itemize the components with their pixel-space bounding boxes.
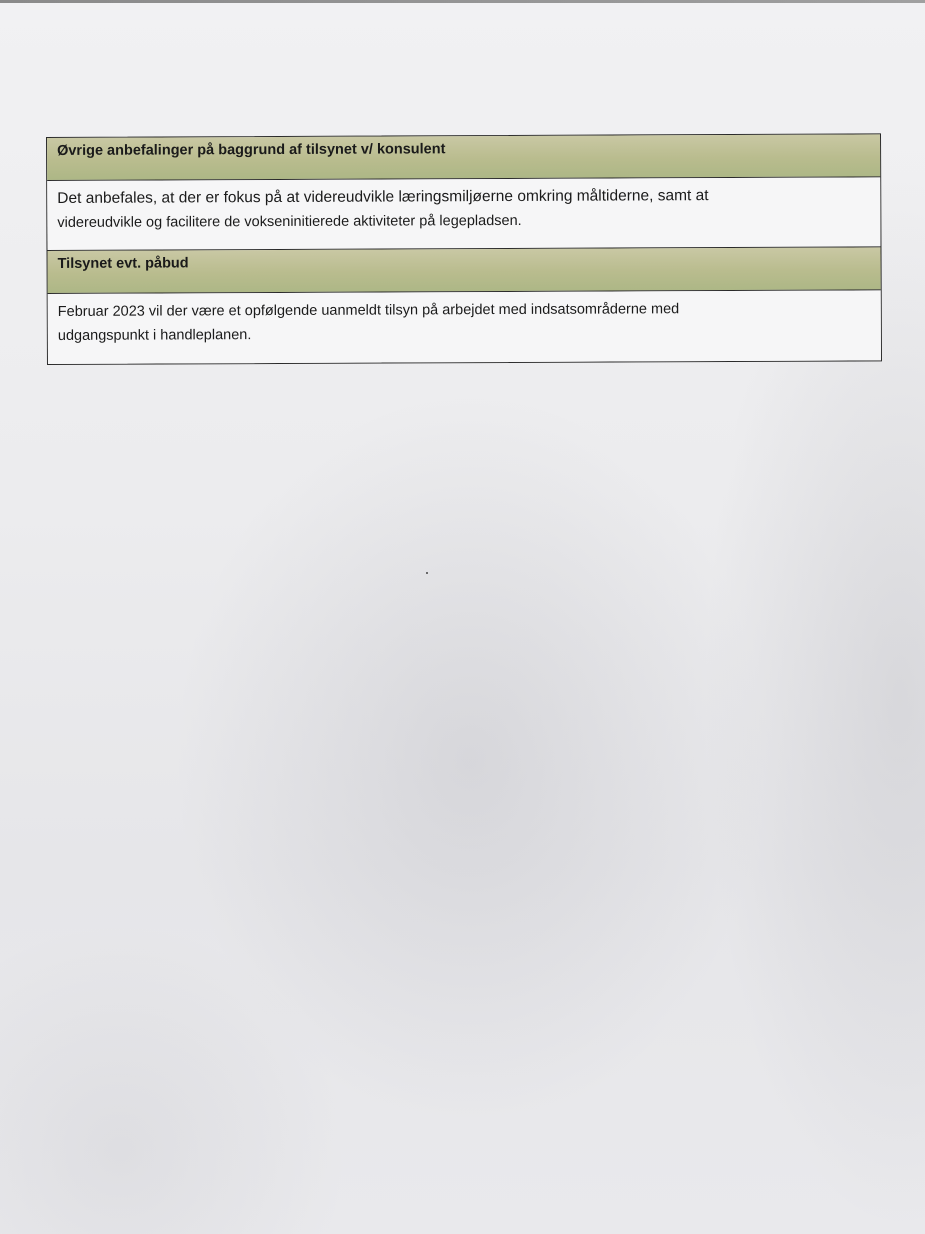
section-body-injunction <box>48 290 881 364</box>
section-heading-text: Øvrige anbefalinger på baggrund af tilsynet v/ konsulent <box>57 141 446 159</box>
paper-speck <box>426 572 428 574</box>
section-body-recommendations <box>47 177 880 251</box>
section-heading-recommendations <box>47 134 880 181</box>
body-text-line: Det anbefales, at der er fokus på at videreudvikle læringsmiljøerne omkring måltiderne, samt at <box>57 187 709 207</box>
body-text-line: videreudvikle og facilitere de vokseninitierede aktiviteter på legepladsen. <box>57 212 522 231</box>
body-text-line: udgangspunkt i handleplanen. <box>57 327 252 344</box>
section-heading-injunction <box>47 247 880 294</box>
body-text-line: Februar 2023 vil der være et opfølgende uanmeldt tilsyn på arbejdet med indsatsområderne med <box>57 301 680 320</box>
inspection-table <box>46 133 882 365</box>
paper-top-edge <box>0 0 925 3</box>
section-heading-text: Tilsynet evt. påbud <box>57 255 189 272</box>
